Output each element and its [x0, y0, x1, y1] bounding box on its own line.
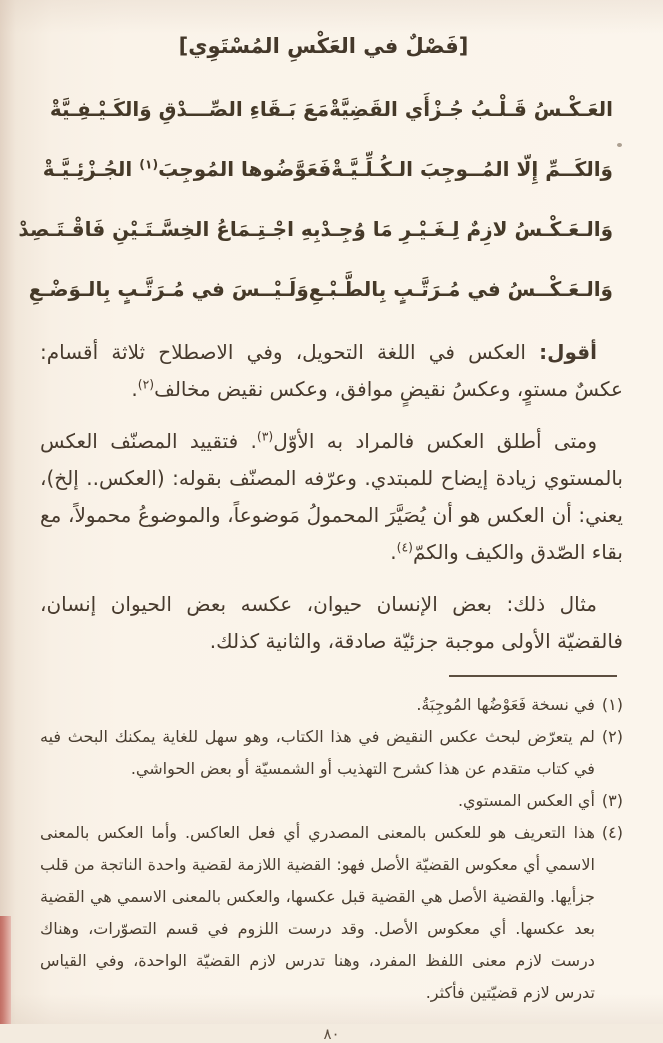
footnote-text: هذا التعريف هو للعكس بالمعنى المصدري أي فعل العاكس. وأما العكس بالمعنى الاسمي أي معكوس القضيّة الأصل فهو: القضية اللازمة لقضية واحدة الناتجة من قلب جزأيها. والقضية الأصل هي القضية قبل عكسها، والعكس بالمعنى الاسمي هي القضية بعد عكسها. أي معكوس الأصل. وقد درست اللزوم في قسم التصوّرات، وهناك درست لازم معنى اللفظ المفرد، وهنا تدرس لازم القضيّة الواحدة، وفي القياس تدرس لازم قضيّتين فأكثر. — [40, 823, 595, 1002]
paragraph — [40, 586, 623, 660]
paragraph — [40, 334, 623, 408]
verse-line — [42, 154, 613, 184]
footnote-item — [40, 689, 623, 721]
hemistich-right: وَالـعَـكْـسُ لازِمٌ لِـغَـيْـرِ مَا وُجِـدْ — [320, 217, 613, 241]
footnote-text: في نسخة فَعَوْضُها المُوجِبَةُ. — [416, 695, 595, 714]
footnote-number: (٣) — [601, 791, 623, 810]
commentary — [40, 334, 623, 660]
verse-line — [18, 214, 613, 244]
page-number: ٨٠ — [323, 1025, 340, 1043]
footnote-number: (٢) — [601, 727, 623, 746]
footnote-divider — [449, 675, 617, 677]
hemistich-left: وَلَـيْــسَ في مُـرَتَّـبٍ بِالـوَضْـعِ — [28, 277, 309, 301]
hemistich-left: مَعَ بَـقَاءِ الصِّـــدْقِ وَالكَـيْـفِـيَّةْ — [49, 97, 330, 121]
paragraph — [40, 423, 623, 571]
hemistich-left: فَعَوَّضُوها المُوجِبَ$^{(١)}$ الجُـزْئِـيَّـةْ — [42, 156, 332, 181]
hemistich-right: العَـكْـسُ قَـلْـبُ جُـزْأَي القَضِيَّةْ — [329, 97, 613, 121]
footnote-item — [40, 721, 623, 785]
hemistich-right: وَالكَــمِّ إِلّا المُــوجِبَ الـكُـلِّـيَّـةْ — [331, 157, 613, 181]
chapter-title: [فَصْلٌ في العَكْسِ المُسْتَوِي] — [178, 34, 469, 58]
paragraph-text: ومتى أطلق العكس فالمراد به الأوّل$^{(٣)}$. فتقييد المصنّف العكس بالمستوي زيادة إيضاح للمبتدي. وعرّفه المصنّف بقوله: (العكس.. إلخ)، يعني: أن العكس هو أن يُصَيَّرَ المحمولُ مَوضوعاً، والموضوعُ محمولاً، مع بقاء الصّدق والكيف والكمّ$^{(٤)}$. — [40, 428, 623, 564]
paragraph-text: العكس في اللغة التحويل، وفي الاصطلاح ثلاثة أقسام: عكسٌ مستوٍ، وعكسُ نقيضٍ موافق، وعكس نقيض مخالف$^{(٢)}$. — [40, 340, 623, 401]
scan-speck — [617, 143, 622, 147]
footnotes — [40, 689, 623, 1009]
paragraph-text: مثال ذلك: بعض الإنسان حيوان، عكسه بعض الحيوان إنسان، فالقضيّة الأولى موجبة جزئيّة صادقة، والثانية كذلك. — [40, 592, 623, 653]
footnote-text: لم يتعرّض لبحث عكس النقيض في هذا الكتاب، وهو سهل للغاية يمكنك البحث فيه في كتاب متقدم عن هذا كشرح التهذيب أو الشمسيّة أو بعض الحواشي. — [40, 727, 595, 778]
footnote-item — [40, 817, 623, 1009]
page-edge-dye-strip — [0, 916, 11, 1024]
footnote-number: (٤) — [601, 823, 623, 842]
footnote-number: (١) — [601, 695, 623, 714]
verse-line — [49, 94, 613, 124]
footnote-item — [40, 785, 623, 817]
poem — [18, 94, 623, 304]
paragraph-lead: أقول: — [539, 340, 597, 364]
verse-line — [28, 274, 613, 304]
hemistich-left: بِهِ اجْـتِـمَاعُ الخِسَّـتَـيْنِ فَاقْـتَـصِدْ — [18, 217, 321, 241]
hemistich-right: وَالـعَـكْــسُ في مُـرَتَّـبٍ بِالطَّـبْـعِ — [308, 277, 613, 301]
footnote-text: أي العكس المستوي. — [457, 791, 595, 810]
